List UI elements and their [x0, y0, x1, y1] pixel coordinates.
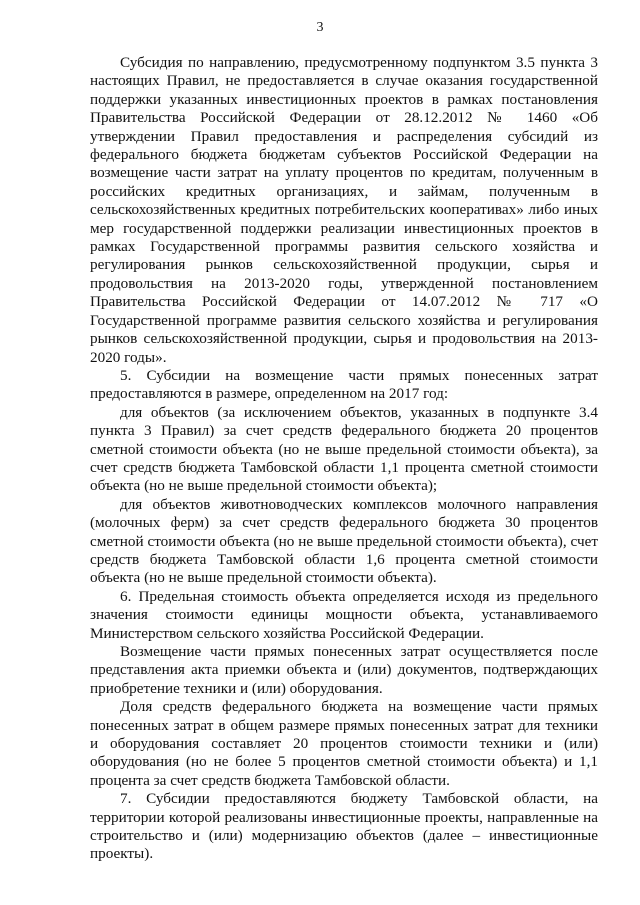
document-body — [90, 54, 598, 864]
paragraph-dairy-farms: для объектов животноводческих комплексов молочного направления (молочных ферм) за счет средств федерального бюджета 30 процентов сметной стоимости объекта (но не выше предельной стоимости объекта), счет средств бюджета Тамбовской области 1,6 процента сметной стоимости объекта (но не выше предельной стоимости объекта). — [90, 495, 598, 587]
paragraph-reimbursement-conditions: Возмещение части прямых понесенных затрат осуществляется после представления акта приемки объекта и (или) документов, подтверждающих приобретение техники и (или) оборудования. — [90, 643, 598, 697]
paragraph-subsidy-exclusion: Субсидия по направлению, предусмотренному подпунктом 3.5 пункта 3 настоящих Правил, не предоставляется в случае оказания государственной поддержки указанных инвестиционных проектов в рамках постановления Правительства Российской Федерации от 28.12.2012 № 1460 «Об утверждении Правил предоставления и распределения субсидий из федерального бюджета бюджетам субъектов Российской Федерации на возмещение части затрат на уплату процентов по кредитам, полученным в российских кредитных организациях, и займам, полученным в сельскохозяйственных кредитных потребительских кооперативах» либо иных мер государственной поддержки реализации инвестиционных проектов в рамках Государственной программы развития сельского хозяйства и регулирования рынков сельскохозяйственной продукции, сырья и продовольствия на 2013-2020 годы, утвержденной постановлением Правительства Российской Федерации от 14.07.2012 № 717 «О Государственной программе развития сельского хозяйства и регулирования рынков сельскохозяйственной продукции, сырья и продовольствия на 2013-2020 годы». — [90, 54, 598, 366]
paragraph-item-5: 5. Субсидии на возмещение части прямых понесенных затрат предоставляются в размере, определенном на 2017 год: — [90, 366, 598, 403]
paragraph-item-6: 6. Предельная стоимость объекта определяется исходя из предельного значения стоимости единицы мощности объекта, устанавливаемого Министерством сельского хозяйства Российской Федерации. — [90, 587, 598, 642]
page-number: 3 — [316, 20, 324, 35]
paragraph-federal-share: Доля средств федерального бюджета на возмещение части прямых понесенных затрат в общем размере прямых понесенных затрат для техники и оборудования составляет 20 процентов стоимости техники и (или) оборудования (но не более 5 процентов сметной стоимости объекта) и 1,1 процента за счет средств бюджета Тамбовской области. — [90, 698, 598, 789]
paragraph-item-7: 7. Субсидии предоставляются бюджету Тамбовской области, на территории которой реализованы инвестиционные проекты, направленные на строительство и (или) модернизацию объектов (далее – инвестиционные проекты). — [90, 790, 598, 863]
paragraph-objects-general: для объектов (за исключением объектов, указанных в подпункте 3.4 пункта 3 Правил) за счет средств федерального бюджета 20 процентов сметной стоимости объекта (но не выше предельной стоимости объекта), за счет средств бюджета Тамбовской области 1,1 процента сметной стоимости объекта (но не выше предельной стоимости объекта); — [90, 403, 598, 495]
